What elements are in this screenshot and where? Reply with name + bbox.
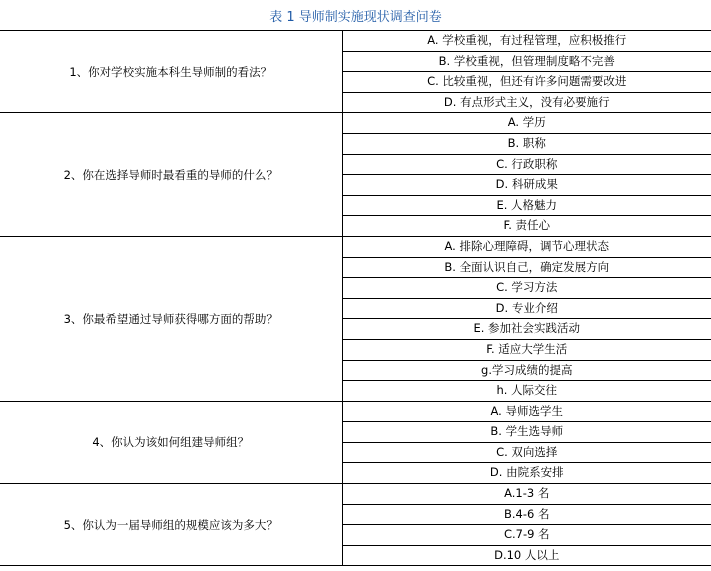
option-q1-4: D. 有点形式主义，没有必要施行: [342, 92, 711, 113]
option-q3-6: F. 适应大学生活: [342, 339, 711, 360]
option-q4-2: B. 学生选导师: [342, 422, 711, 443]
option-q3-1: A. 排除心理障碍，调节心理状态: [342, 236, 711, 257]
question-2: 2、你在选择导师时最看重的导师的什么？: [0, 113, 342, 237]
table-row: [0, 484, 711, 505]
option-q1-3: C. 比较重视，但还有许多问题需要改进: [342, 72, 711, 93]
option-q5-2: B.4-6 名: [342, 504, 711, 525]
option-q3-7: g.学习成绩的提高: [342, 360, 711, 381]
option-q3-3: C. 学习方法: [342, 278, 711, 299]
question-1: 1、你对学校实施本科生导师制的看法？: [0, 31, 342, 113]
option-q2-3: C. 行政职称: [342, 154, 711, 175]
option-q2-4: D. 科研成果: [342, 175, 711, 196]
option-q1-1: A. 学校重视，有过程管理，应积极推行: [342, 31, 711, 52]
question-5: 5、你认为一届导师组的规模应该为多大？: [0, 484, 342, 566]
option-q3-2: B. 全面认识自己，确定发展方向: [342, 257, 711, 278]
option-q2-5: E. 人格魅力: [342, 195, 711, 216]
question-4: 4、你认为该如何组建导师组？: [0, 401, 342, 483]
option-q3-8: h. 人际交往: [342, 381, 711, 402]
option-q3-4: D. 专业介绍: [342, 298, 711, 319]
survey-table: [0, 30, 711, 566]
option-q5-3: C.7-9 名: [342, 525, 711, 546]
table-row: [0, 236, 711, 257]
table-row: [0, 113, 711, 134]
option-q4-4: D. 由院系安排: [342, 463, 711, 484]
table-row: [0, 31, 711, 52]
option-q4-1: A. 导师选学生: [342, 401, 711, 422]
question-3: 3、你最希望通过导师获得哪方面的帮助？: [0, 236, 342, 401]
option-q3-5: E. 参加社会实践活动: [342, 319, 711, 340]
survey-table-body: [0, 31, 711, 566]
option-q2-6: F. 责任心: [342, 216, 711, 237]
table-title: 表 1 导师制实施现状调查问卷: [269, 10, 442, 25]
option-q5-4: D.10 人以上: [342, 545, 711, 566]
table-row: [0, 401, 711, 422]
option-q2-2: B. 职称: [342, 133, 711, 154]
option-q5-1: A.1-3 名: [342, 484, 711, 505]
option-q4-3: C. 双向选择: [342, 442, 711, 463]
option-q2-1: A. 学历: [342, 113, 711, 134]
option-q1-2: B. 学校重视，但管理制度略不完善: [342, 51, 711, 72]
